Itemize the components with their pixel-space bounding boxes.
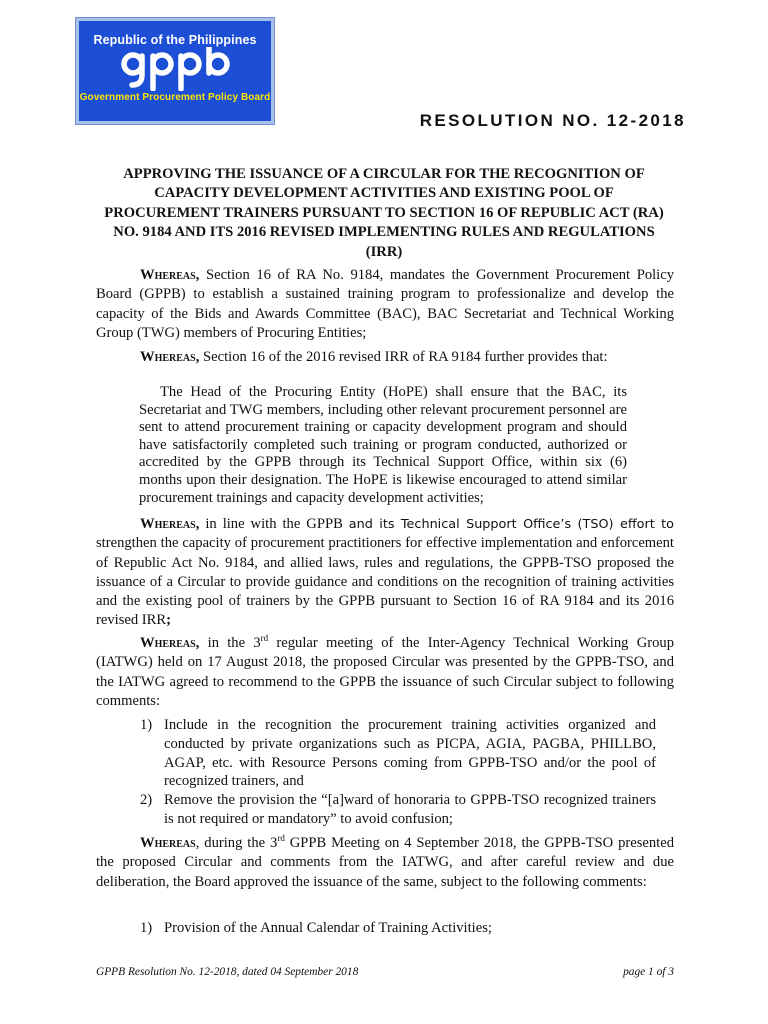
list-item <box>140 791 656 829</box>
ordinal-suffix: rd <box>260 633 269 644</box>
list-item <box>140 716 656 791</box>
paragraph-text: Section 16 of RA No. 9184, mandates the Government Procurement Policy Board (GPPB) to establish a sustained training program to professionalize and develop the capacity of the Bids and Awards Committee (BAC), BAC Secretariat and Technical Working Group (TWG) members of Procuring Entities; <box>96 267 675 341</box>
ordinal-suffix: rd <box>277 833 285 844</box>
logo-republic-text: Republic of the Philippines <box>93 33 257 47</box>
paragraph-text-a: in the 3 <box>207 635 261 651</box>
whereas-label: Whereas, <box>140 635 200 651</box>
gppb-logo <box>76 18 274 124</box>
list-item <box>140 919 656 938</box>
list-item-number: 1) <box>140 717 153 733</box>
board-comments-list <box>140 919 656 938</box>
paragraph-text-b: and its Technical Support Office’s (TSO) effort to <box>348 517 674 532</box>
page-footer <box>96 966 674 978</box>
gppb-mark-icon <box>115 47 235 91</box>
whereas-paragraph-1 <box>96 266 674 343</box>
paragraph-text-a: , during the 3 <box>195 835 278 851</box>
list-item-text: Remove the provision the “[a]ward of honoraria to GPPB-TSO recognized trainers is not required or mandatory” to avoid confusion; <box>164 792 656 827</box>
list-item-text: Include in the recognition the procurement training activities organized and conducted by private organizations such as PICPA, AGIA, PAGBA, PHILLBO, AGAP, etc. with Resource Persons coming from GPPB-TSO and/or the pool of recognized trainers, and <box>164 717 656 790</box>
page-number: page 1 of 3 <box>623 966 674 978</box>
paragraph-text-c: strengthen the capacity of procurement practitioners for effective implementation and enforcement of Republic Act No. 9184, and allied laws, rules and regulations, the GPPB-TSO proposed the issuance of a Circular to provide guidance and conditions on the recognition of training activities and the existing pool of trainers by the GPPB pursuant to Section 16 of RA 9184 and its 2016 revised IRR <box>96 535 674 629</box>
whereas-label: Whereas, <box>140 267 200 283</box>
whereas-paragraph-2 <box>96 348 674 367</box>
paragraph-end-mark: ; <box>166 612 171 629</box>
list-item-number: 2) <box>140 792 153 809</box>
footer-reference: GPPB Resolution No. 12-2018, dated 04 September 2018 <box>96 966 359 978</box>
resolution-title: APPROVING THE ISSUANCE OF A CIRCULAR FOR THE RECOGNITION OF CAPACITY DEVELOPMENT ACTIVITIES AND EXISTING POOL OF PROCUREMENT TRAINERS PURSUANT TO SECTION 16 OF REPUBLIC ACT (RA) NO. 9184 AND ITS 2016 REVISED IMPLEMENTING RULES AND REGULATIONS (IRR) <box>104 166 664 260</box>
quotation-text: The Head of the Procuring Entity (HoPE) shall ensure that the BAC, its Secretariat and TWG members, including other relevant procurement personnel are sent to attend procurement training or capacity development program and should have satisfactorily completed such training or program conducted, authorized or accredited by the GPPB through its Technical Support Office, within six (6) months upon their designation. The HoPE is likewise encouraged to attend similar procurement trainings and capacity development activities; <box>139 384 627 506</box>
logo-board-text: Government Procurement Policy Board <box>79 92 271 103</box>
list-item-text: Provision of the Annual Calendar of Training Activities; <box>164 920 492 936</box>
paragraph-text-b: regular meeting of the Inter-Agency Technical Working Group (IATWG) held on 17 August 2018, the proposed Circular was presented by the GPPB-TSO, and the IATWG agreed to recommend to the GPPB the issuance of such Circular subject to following comments: <box>96 635 674 709</box>
paragraph-text: Section 16 of the 2016 revised IRR of RA 9184 further provides that: <box>203 349 608 365</box>
whereas-paragraph-3 <box>96 515 674 631</box>
list-item-number: 1) <box>140 920 153 936</box>
whereas-label: Whereas <box>140 835 196 851</box>
irr-quotation <box>139 384 627 507</box>
whereas-label: Whereas, <box>140 349 200 365</box>
iatwg-comments-list <box>140 716 656 829</box>
paragraph-text-b: GPPB Meeting on 4 September 2018, the GPPB-TSO presented the proposed Circular and comments from the IATWG, and after careful review and due deliberation, the Board approved the issuance of the same, subject to the following comments: <box>96 835 674 890</box>
paragraph-text-a: in line with the GPPB <box>205 516 343 532</box>
whereas-paragraph-4 <box>96 634 674 711</box>
whereas-paragraph-5 <box>96 834 674 892</box>
whereas-label: Whereas, <box>140 516 200 532</box>
resolution-number: RESOLUTION NO. 12-2018 <box>419 111 686 130</box>
